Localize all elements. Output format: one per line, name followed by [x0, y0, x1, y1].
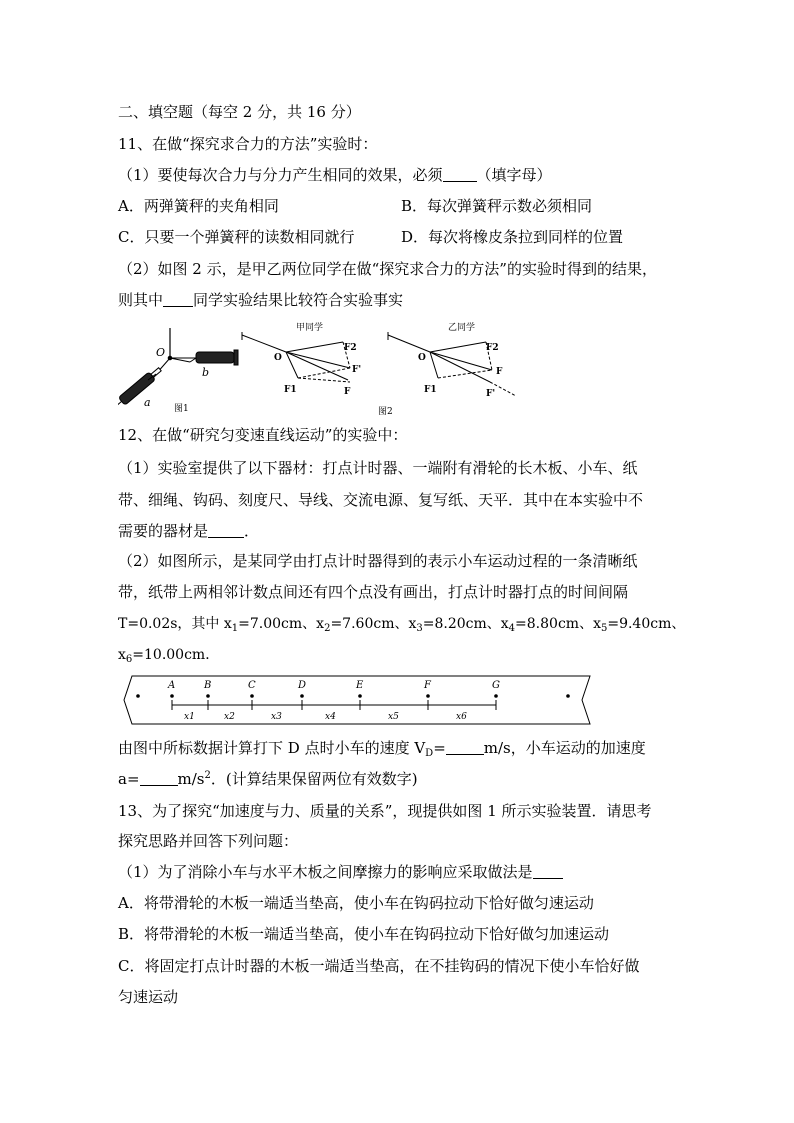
segment-label: x3 [271, 712, 282, 722]
label-f1: F1 [284, 385, 297, 395]
x3-value: =8.20cm、x [422, 616, 509, 632]
x1-value: =7.00cm、x [238, 616, 325, 632]
label-f: F [496, 367, 503, 377]
label-f-prime: F' [352, 365, 362, 375]
label-f2: F2 [486, 343, 499, 353]
q13-part1-text: （1）为了消除小车与水平木板之间摩擦力的影响应采取做法是 [118, 863, 533, 881]
q11-part2-suffix: 同学实验结果比较符合实验事实 [193, 291, 404, 309]
label-o: O [418, 353, 426, 363]
tape-point-label: E [356, 680, 364, 691]
acceleration-suffix: ．(计算结果保留两位有效数字) [210, 770, 418, 788]
subscript: 1 [231, 623, 239, 634]
velocity-suffix: m/s，小车运动的加速度 [483, 739, 646, 757]
tape-point-label: B [204, 680, 212, 691]
q12-part1-line1: （1）实验室提供了以下器材：打点计时器、一端附有滑轮的长木板、小车、纸 [118, 459, 638, 477]
label-f1: F1 [424, 385, 437, 395]
subscript: 6 [125, 654, 133, 665]
answer-blank[interactable] [446, 738, 484, 755]
q12-part2-acceleration [118, 769, 418, 789]
x5-value: =9.40cm、 [607, 616, 686, 632]
section-title: 二、填空题（每空 2 分，共 16 分） [118, 103, 361, 121]
q12-part1-suffix: ． [244, 522, 260, 540]
q13-option-c-line2: 匀速运动 [118, 988, 179, 1006]
tape-dot [136, 694, 140, 698]
tape-point-c [250, 694, 254, 698]
acceleration-text: a= [118, 770, 140, 788]
q11-part2-line2 [118, 290, 403, 310]
x4-value: =8.80cm、x [515, 616, 601, 632]
q11-option-c: C．只要一个弹簧秤的读数相同就行 [118, 228, 355, 246]
answer-blank[interactable] [443, 165, 477, 182]
tape-point-label: G [492, 680, 500, 691]
tape-point-label: D [298, 680, 307, 691]
q11-option-d: D．每次将橡皮条拉到同样的位置 [401, 228, 624, 246]
q11-part1-suffix: （填字母） [476, 166, 552, 184]
x2-value: =7.60cm、x [330, 616, 417, 632]
q13-stem-line1: 13、为了探究“加速度与力、质量的关系”，现提供如图 1 所示实验装置．请思考 [118, 802, 652, 820]
x6-value: =10.00cm． [132, 647, 220, 663]
q12-part1-line2: 带、细绳、钩码、刻度尺、导线、交流电源、复写纸、天平．其中在本实验中不 [118, 491, 644, 509]
label-a: a [144, 396, 151, 409]
q11-stem: 11、在做“探究求合力的方法”实验时： [118, 135, 378, 153]
q13-option-b: B．将带滑轮的木板一端适当垫高，使小车在钩码拉动下恰好做匀加速运动 [118, 925, 610, 943]
segment-label: x4 [325, 712, 336, 722]
q12-part2-line1: （2）如图所示，是某同学由打点计时器得到的表示小车运动过程的一条清晰纸 [118, 552, 638, 570]
tape-point-e [358, 694, 362, 698]
subscript: 3 [416, 623, 423, 634]
student-yi-label: 乙同学 [448, 323, 476, 333]
paper-tape-figure [118, 674, 594, 726]
tape-point-label: C [248, 680, 256, 691]
label-f: F [344, 387, 351, 397]
label-o: O [156, 346, 166, 359]
q11-part2-text: 则其中 [118, 291, 164, 309]
segment-label: x1 [184, 712, 195, 722]
tape-point-label: A [168, 680, 176, 691]
tape-point-a [170, 694, 174, 698]
q12-part2-velocity [118, 738, 646, 758]
answer-blank[interactable] [140, 769, 178, 786]
figure1-caption: 图1 [174, 404, 189, 414]
subscript: 2 [324, 623, 331, 634]
segment-label: x6 [456, 712, 467, 722]
label-b: b [202, 366, 210, 379]
q11-part1 [118, 165, 552, 185]
q12-data-line2 [118, 645, 219, 665]
q13-part1 [118, 862, 563, 882]
x6-symbol: x [118, 647, 126, 663]
tape-point-label: F [424, 680, 431, 691]
force-experiment-figure [118, 322, 518, 418]
label-f2: F2 [344, 343, 357, 353]
tape-point-g [494, 694, 498, 698]
q12-part1-text: 需要的器材是 [118, 522, 209, 540]
subscript: 4 [508, 623, 516, 634]
period-text: T=0.02s，其中 x [118, 616, 232, 632]
q11-part1-text: （1）要使每次合力与分力产生相同的效果，必须 [118, 166, 443, 184]
subscript: D [425, 748, 434, 759]
q13-option-a: A．将带滑轮的木板一端适当垫高，使小车在钩码拉动下恰好做匀速运动 [118, 894, 594, 912]
answer-blank[interactable] [208, 521, 244, 538]
label-o: O [274, 353, 282, 363]
answer-blank[interactable] [163, 290, 193, 307]
segment-label: x2 [224, 712, 235, 722]
segment-label: x5 [388, 712, 399, 722]
q11-part2-line1: （2）如图 2 示，是甲乙两位同学在做“探究求合力的方法”的实验时得到的结果， [118, 260, 657, 278]
velocity-text: 由图中所标数据计算打下 D 点时小车的速度 V [118, 739, 426, 757]
q12-stem: 12、在做“研究匀变速直线运动”的实验中： [118, 426, 408, 444]
q11-option-b: B．每次弹簧秤示数必须相同 [401, 197, 593, 215]
subscript: 5 [600, 623, 608, 634]
unit: m/s [177, 770, 205, 788]
tape-point-b [206, 694, 210, 698]
q12-part1-line3 [118, 521, 259, 541]
tape-point-d [300, 694, 304, 698]
q12-data-line [118, 614, 685, 634]
figure2-caption: 图2 [378, 407, 393, 417]
q13-stem-line2: 探究思路并回答下列问题： [118, 832, 299, 850]
superscript: 2 [204, 770, 211, 781]
tape-point-f [426, 694, 430, 698]
q13-option-c-line1: C．将固定打点计时器的木板一端适当垫高，在不挂钩码的情况下使小车恰好做 [118, 957, 640, 975]
label-f-prime: F' [486, 389, 496, 399]
student-jia-label: 甲同学 [296, 323, 324, 333]
q11-option-a: A．两弹簧秤的夹角相同 [118, 197, 279, 215]
answer-blank[interactable] [533, 862, 563, 879]
q12-part2-line2: 带，纸带上两相邻计数点间还有四个点没有画出，打点计时器打点的时间间隔 [118, 583, 629, 601]
tape-dot [566, 694, 570, 698]
equals: = [433, 739, 446, 757]
